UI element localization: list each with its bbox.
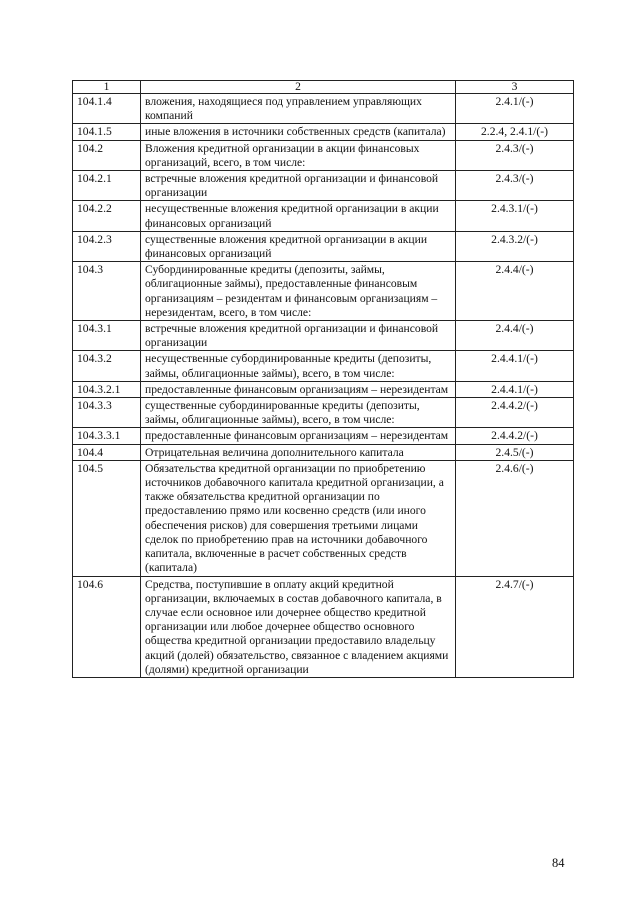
row-reference: 2.4.7/(-) bbox=[456, 576, 574, 677]
row-code: 104.1.4 bbox=[73, 94, 141, 124]
row-code: 104.3.2 bbox=[73, 351, 141, 381]
row-reference: 2.4.3.2/(-) bbox=[456, 231, 574, 261]
row-description: предоставленные финансовым организациям – нерезидентам bbox=[141, 381, 456, 397]
row-code: 104.3.1 bbox=[73, 321, 141, 351]
table-row bbox=[73, 576, 574, 677]
table-row bbox=[73, 231, 574, 261]
page-number: 84 bbox=[552, 856, 565, 870]
table-row bbox=[73, 351, 574, 381]
row-code: 104.3.2.1 bbox=[73, 381, 141, 397]
row-reference: 2.2.4, 2.4.1/(-) bbox=[456, 124, 574, 140]
row-description: Субординированные кредиты (депозиты, займы, облигационные займы), предоставленные финансовым организациям – резидентам и финансовым организациям – нерезидентам, всего, в том числе: bbox=[141, 262, 456, 321]
table-row bbox=[73, 262, 574, 321]
row-description: Вложения кредитной организации в акции финансовых организаций, всего, в том числе: bbox=[141, 140, 456, 170]
table-row bbox=[73, 444, 574, 460]
table-row bbox=[73, 171, 574, 201]
table-row bbox=[73, 460, 574, 576]
header-col-2: 2 bbox=[141, 81, 456, 94]
header-col-3: 3 bbox=[456, 81, 574, 94]
row-code: 104.3 bbox=[73, 262, 141, 321]
row-description: иные вложения в источники собственных средств (капитала) bbox=[141, 124, 456, 140]
row-code: 104.5 bbox=[73, 460, 141, 576]
table-row bbox=[73, 321, 574, 351]
row-reference: 2.4.3/(-) bbox=[456, 140, 574, 170]
row-reference: 2.4.4.1/(-) bbox=[456, 381, 574, 397]
table-body bbox=[73, 94, 574, 678]
row-reference: 2.4.3/(-) bbox=[456, 171, 574, 201]
row-description: Обязательства кредитной организации по приобретению источников добавочного капитала кредитной организации, а также обязательства кредитной организации по предоставлению прямо или косвенно средств (или иного обеспечения рисков) для совершения третьими лицами сделок по приобретению прав на источники добавочного капитала, включенные в расчет собственных средств (капитала) bbox=[141, 460, 456, 576]
table-row bbox=[73, 398, 574, 428]
row-description: существенные субординированные кредиты (депозиты, займы, облигационные займы), всего, в том числе: bbox=[141, 398, 456, 428]
row-code: 104.3.3.1 bbox=[73, 428, 141, 444]
row-reference: 2.4.4/(-) bbox=[456, 321, 574, 351]
row-description: предоставленные финансовым организациям – нерезидентам bbox=[141, 428, 456, 444]
row-description: встречные вложения кредитной организации и финансовой организации bbox=[141, 321, 456, 351]
row-code: 104.4 bbox=[73, 444, 141, 460]
row-code: 104.2.2 bbox=[73, 201, 141, 231]
header-col-1: 1 bbox=[73, 81, 141, 94]
table-row bbox=[73, 140, 574, 170]
row-description: вложения, находящиеся под управлением управляющих компаний bbox=[141, 94, 456, 124]
row-code: 104.2 bbox=[73, 140, 141, 170]
row-reference: 2.4.4.1/(-) bbox=[456, 351, 574, 381]
row-description: несущественные субординированные кредиты (депозиты, займы, облигационные займы), всего, в том числе: bbox=[141, 351, 456, 381]
row-reference: 2.4.5/(-) bbox=[456, 444, 574, 460]
row-code: 104.3.3 bbox=[73, 398, 141, 428]
table-row bbox=[73, 428, 574, 444]
row-description: Отрицательная величина дополнительного капитала bbox=[141, 444, 456, 460]
row-description: несущественные вложения кредитной организации в акции финансовых организаций bbox=[141, 201, 456, 231]
row-code: 104.2.3 bbox=[73, 231, 141, 261]
row-code: 104.2.1 bbox=[73, 171, 141, 201]
row-reference: 2.4.1/(-) bbox=[456, 94, 574, 124]
row-reference: 2.4.4.2/(-) bbox=[456, 428, 574, 444]
row-reference: 2.4.6/(-) bbox=[456, 460, 574, 576]
row-reference: 2.4.4/(-) bbox=[456, 262, 574, 321]
table-row bbox=[73, 381, 574, 397]
row-code: 104.1.5 bbox=[73, 124, 141, 140]
table-header-row bbox=[73, 81, 574, 94]
row-description: Средства, поступившие в оплату акций кредитной организации, включаемых в состав добавочного капитала, в случае если основное или дочернее общество кредитной организации или любое дочернее общество основного общества кредитной организации предоставило владельцу акций (долей) обязательство, связанное с владением акциями (долями) кредитной организации bbox=[141, 576, 456, 677]
row-description: встречные вложения кредитной организации и финансовой организации bbox=[141, 171, 456, 201]
row-reference: 2.4.3.1/(-) bbox=[456, 201, 574, 231]
row-description: существенные вложения кредитной организации в акции финансовых организаций bbox=[141, 231, 456, 261]
regulatory-table bbox=[72, 80, 574, 678]
table-row bbox=[73, 201, 574, 231]
table-row bbox=[73, 94, 574, 124]
table-row bbox=[73, 124, 574, 140]
row-reference: 2.4.4.2/(-) bbox=[456, 398, 574, 428]
row-code: 104.6 bbox=[73, 576, 141, 677]
